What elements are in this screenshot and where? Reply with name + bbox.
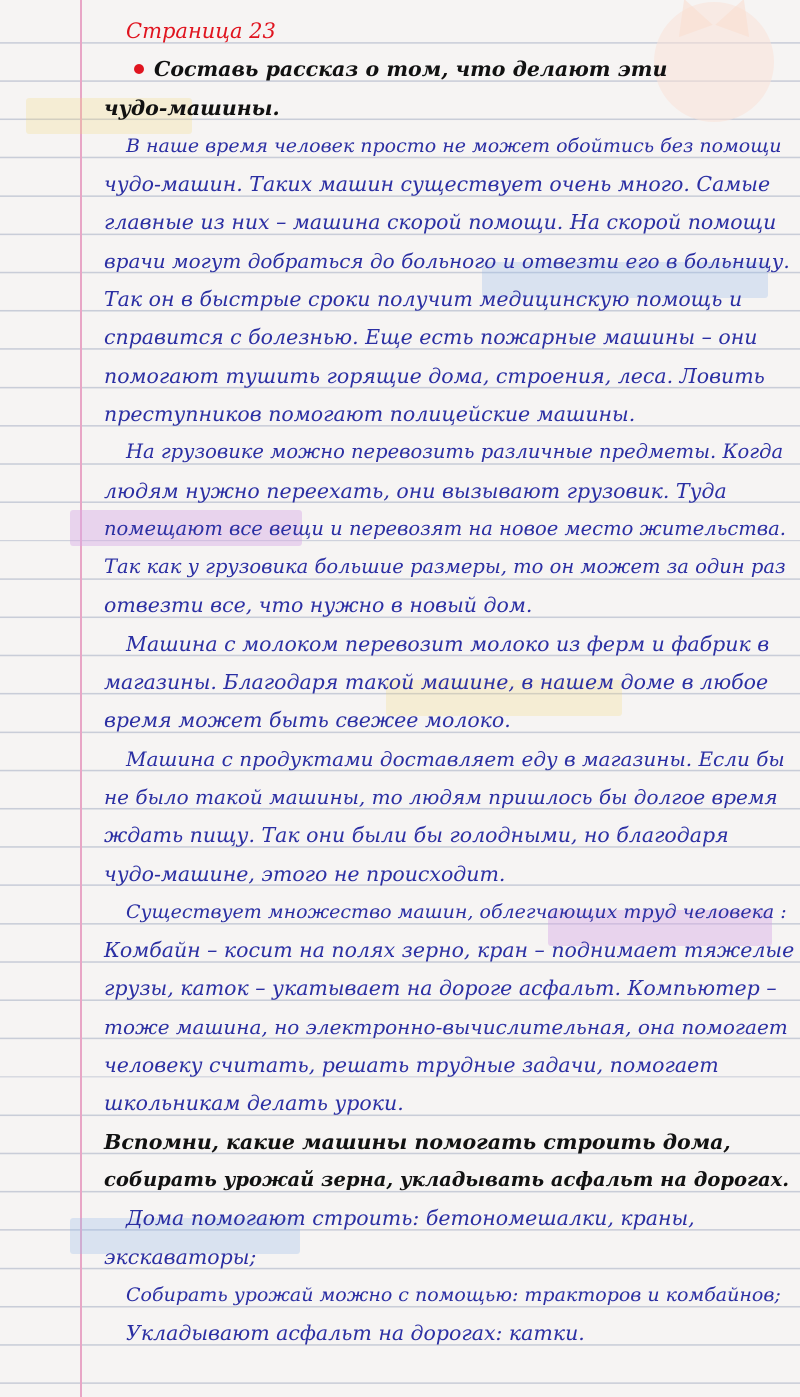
story-line: тоже машина, но электронно-вычислительная, она помогает	[104, 1014, 788, 1039]
story-line: грузы, каток – укатывает на дороге асфальт. Компьютер –	[104, 976, 777, 1001]
margin-line	[80, 0, 82, 1397]
answer-line: Собирать урожай можно с помощью: тракторов и комбайнов;	[126, 1283, 781, 1306]
task-1-line-1	[104, 50, 794, 88]
notebook-page	[104, 12, 794, 1352]
answer-line: Укладывают асфальт на дорогах: катки.	[126, 1321, 585, 1346]
task-1-text: Составь рассказ о том, что делают эти	[154, 57, 668, 82]
story-line: магазины. Благодаря такой машине, в нашем доме в любое	[104, 670, 769, 695]
answer-line: Дома помогают строить: бетономешалки, краны,	[126, 1206, 695, 1231]
story-line: В наше время человек просто не может обойтись без помощи	[126, 134, 782, 157]
task-2-line-1: Вспомни, какие машины помогать строить дома,	[104, 1129, 731, 1154]
story-line: людям нужно переехать, они вызывают грузовик. Туда	[104, 478, 727, 503]
story-line: врачи могут добраться до больного и отвезти его в больницу.	[104, 248, 790, 273]
story-line: справится с болезнью. Еще есть пожарные машины – они	[104, 325, 758, 350]
story-line: Существует множество машин, облегчающих труд человека :	[126, 900, 787, 923]
story-line: человеку считать, решать трудные задачи, помогает	[104, 1053, 719, 1078]
story-line: Комбайн – косит на полях зерно, кран – поднимает тяжелые	[104, 938, 795, 963]
story-line: помогают тушить горящие дома, строения, леса. Ловить	[104, 363, 765, 388]
page-heading: Страница 23	[126, 19, 276, 43]
story-line: время может быть свежее молоко.	[104, 708, 511, 733]
story-line: не было такой машины, то людям пришлось бы долгое время	[104, 784, 778, 809]
story-line: отвезти все, что нужно в новый дом.	[104, 593, 533, 618]
story-line: преступников помогают полицейские машины.	[104, 401, 636, 426]
story-line: помещают все вещи и перевозят на новое место жительства.	[104, 516, 786, 540]
task-2-line-2: собирать урожай зерна, укладывать асфальт на дорогах.	[104, 1167, 790, 1191]
story-line: Так как у грузовика большие размеры, то он может за один раз	[104, 555, 786, 579]
answer-line: экскаваторы;	[104, 1244, 257, 1269]
story-line: ждать пищу. Так они были бы голодными, но благодаря	[104, 823, 729, 848]
story-line: чудо-машин. Таких машин существует очень много. Самые	[104, 172, 771, 197]
story-line: Так он в быстрые сроки получит медицинскую помощь и	[104, 287, 743, 312]
story-line: главные из них – машина скорой помощи. На скорой помощи	[104, 210, 777, 235]
story-line: школьникам делать уроки.	[104, 1091, 404, 1116]
story-line: Машина с молоком перевозит молоко из ферм и фабрик в	[126, 631, 770, 656]
story-line: На грузовике можно перевозить различные предметы. Когда	[126, 440, 784, 464]
story-line: чудо-машине, этого не происходит.	[104, 861, 506, 886]
task-1-line-2: чудо-машины.	[104, 95, 280, 120]
story-line: Машина с продуктами доставляет еду в магазины. Если бы	[126, 746, 785, 771]
